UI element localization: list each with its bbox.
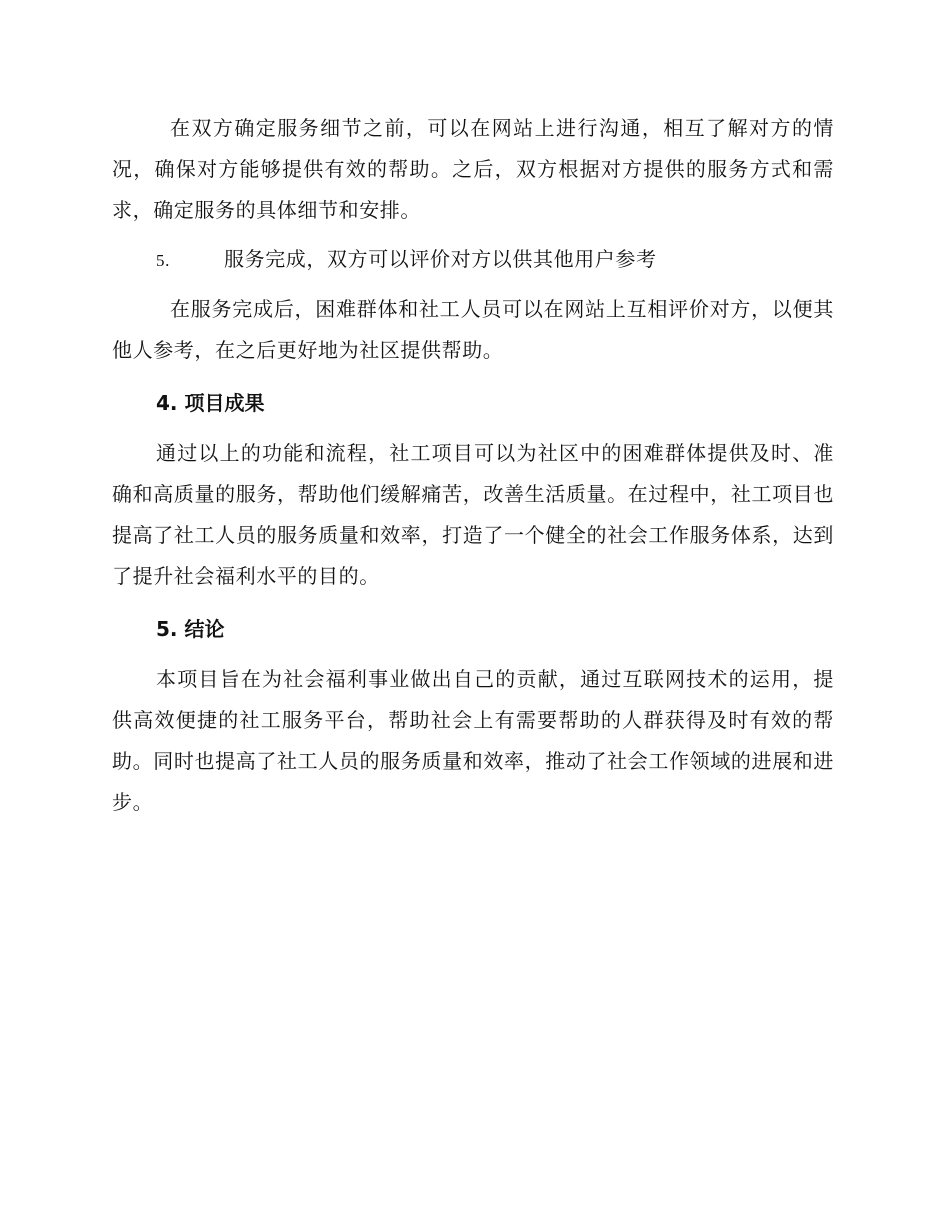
paragraph-project-results: 通过以上的功能和流程，社工项目可以为社区中的困难群体提供及时、准确和高质量的服务，帮助他们缓解痛苦，改善生活质量。在过程中，社工项目也提高了社工人员的服务质量和效率，打造了一个健全的社会工作服务体系，达到了提升社会福利水平的目的。 [112,441,834,588]
paragraph-service-details: 在双方确定服务细节之前，可以在网站上进行沟通，相互了解对方的情况，确保对方能够提供有效的帮助。之后，双方根据对方提供的服务方式和需求，确定服务的具体细节和安排。 [112,116,834,222]
section-heading-project-results: 4. 项目成果 [156,391,265,415]
list-item-text: 服务完成，双方可以评价对方以供其他用户参考 [224,247,657,271]
paragraph-mutual-review: 在服务完成后，困难群体和社工人员可以在网站上互相评价对方，以便其他人参考，在之后更好地为社区提供帮助。 [112,297,834,362]
section-heading-conclusion: 5. 结论 [156,617,225,641]
list-item-number: 5. [156,251,170,270]
list-item-service-complete [112,239,834,281]
paragraph-conclusion: 本项目旨在为社会福利事业做出自己的贡献，通过互联网技术的运用，提供高效便捷的社工服务平台，帮助社会上有需要帮助的人群获得及时有效的帮助。同时也提高了社工人员的服务质量和效率，推动了社会工作领域的进展和进步。 [112,667,834,814]
document-body [112,108,834,823]
